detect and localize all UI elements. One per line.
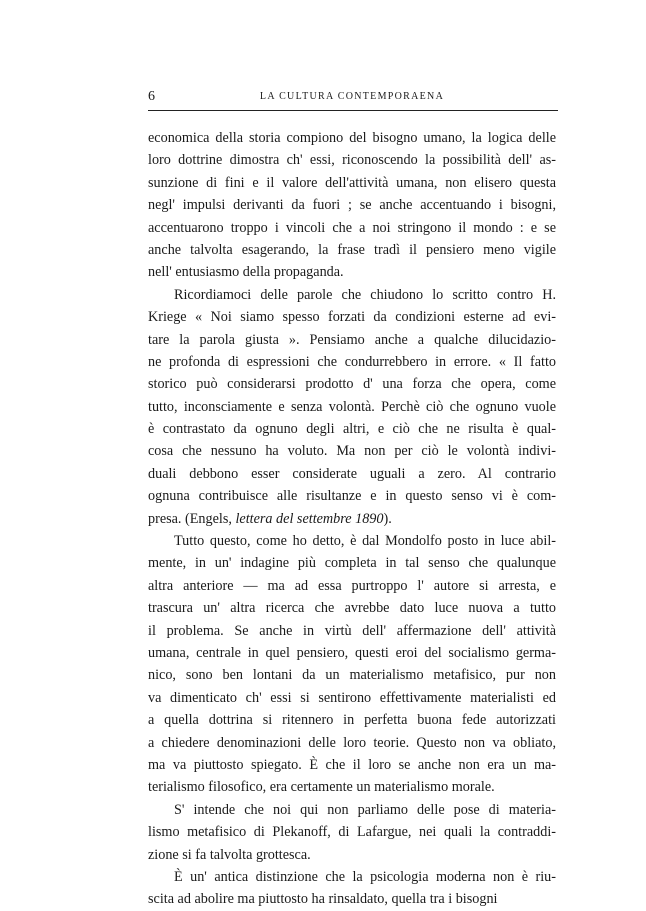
text-line: nell' entusiasmo della propaganda. [148, 264, 344, 281]
text-line: tutto, inconsciamente e senza volontà. Perchè ciò che ognuno vuole [148, 398, 556, 415]
text-line: va dimenticato ch' essi si sentirono effettivamente materialisti ed [148, 689, 556, 706]
text-line: tare la parola giusta ». Pensiamo anche a qualche dilucidazio- [148, 331, 556, 348]
text-line: lismo metafisico di Plekanoff, di Lafargue, nei quali la contraddi- [148, 824, 556, 841]
paragraph [148, 866, 556, 911]
text-line: presa. (Engels, lettera del settembre 1890). [148, 510, 392, 527]
text-line: negl' impulsi derivanti da fuori ; se anche accentuando i bisogni, [148, 197, 556, 214]
paragraph [148, 530, 556, 799]
text-line: cosa che nessuno ha voluto. Ma non per ciò le volontà indivi- [148, 443, 556, 460]
text-line: umana, centrale in quel pensiero, questi eroi del socialismo germa- [148, 644, 556, 661]
page-number: 6 [148, 89, 155, 104]
text-line: Tutto questo, come ho detto, è dal Mondolfo posto in luce abil- [174, 533, 556, 550]
text-line: il problema. Se anche in virtù dell' affermazione dell' attività [148, 622, 556, 639]
text-line: terialismo filosofico, era certamente un materialismo morale. [148, 779, 495, 796]
text-line: nico, sono ben lontani da un materialismo metafisico, pur non [148, 667, 556, 684]
text-line: loro dottrine dimostra ch' essi, riconoscendo la possibilità dell' as- [148, 152, 556, 169]
text-line: altra anteriore — ma ad essa purtroppo l' autore si arresta, e [148, 577, 556, 594]
paragraph [148, 284, 556, 530]
running-title: LA CULTURA CONTEMPORAENA [259, 91, 445, 102]
text-line: ognuna contribuisce alle risultanze e in questo senso vi è com- [148, 488, 556, 505]
header-rule [148, 110, 558, 111]
text-line: anche talvolta esagerando, la frase tradì il pensiero meno vigile [148, 241, 556, 258]
text-line: scita ad abolire ma piuttosto ha rinsaldato, quella tra i bisogni [148, 891, 498, 908]
text-line: ne profonda di espressioni che condurrebbero in errore. « Il fatto [148, 353, 556, 370]
paragraph [148, 127, 556, 284]
text-line: economica della storia compiono del bisogno umano, la logica delle [148, 130, 556, 146]
text-line: S' intende che noi qui non parliamo delle pose di materia- [174, 801, 556, 818]
text-line: zione si fa talvolta grottesca. [148, 846, 311, 863]
text-line: duali debbono esser considerate uguali a zero. Al contrario [148, 465, 556, 482]
text-line: trascura un' altra ricerca che avrebbe dato luce nuova a tutto [148, 600, 556, 617]
page-header [148, 88, 556, 106]
text-line: ma va piuttosto spiegato. È che il loro se anche non era un ma- [148, 756, 556, 773]
text-line: mente, in un' indagine più completa in tal senso che qualunque [148, 555, 556, 572]
paragraph [148, 799, 556, 866]
text-line: È un' antica distinzione che la psicologia moderna non è riu- [174, 868, 556, 885]
text-line: a chiedere denominazioni delle loro teorie. Questo non va obliato, [148, 734, 556, 751]
body-text [148, 127, 556, 911]
text-line: a quella dottrina si ritennero in perfetta buona fede autorizzati [148, 712, 556, 729]
citation-italic: lettera del settembre 1890 [235, 510, 384, 527]
text-line: è contrastato da ognuno degli altri, e ciò che ne risulta è qual- [148, 421, 556, 438]
text-line: Kriege « Noi siamo spesso forzati da condizioni esterne ad evi- [148, 309, 556, 326]
text-line: accentuarono troppo i vincoli che a noi stringono il mondo : e se [148, 219, 556, 236]
text-line: Ricordiamoci delle parole che chiudono lo scritto contro H. [174, 286, 556, 303]
text-line: storico può considerarsi prodotto d' una forza che opera, come [148, 376, 556, 393]
text-line: sunzione di fini e il valore dell'attività umana, non elisero questa [148, 174, 556, 191]
